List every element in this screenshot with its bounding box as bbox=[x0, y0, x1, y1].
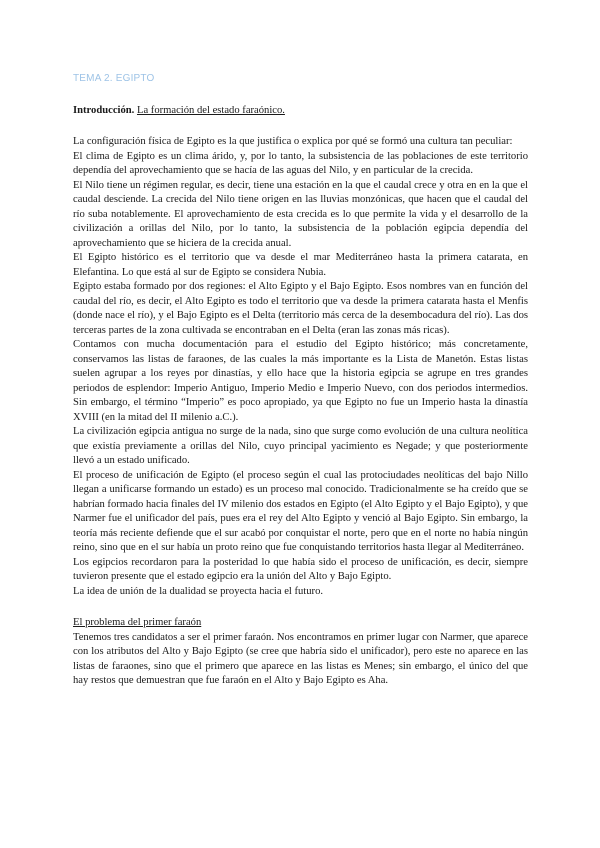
paragraph: La civilización egipcia antigua no surge de la nada, sino que surge como evolución de una cultura neolítica que existía previamente a orillas del Nilo, cuyo principal yacimiento es Negade; y que posteriormente llevó a un estado unificado. bbox=[73, 426, 528, 466]
paragraph: Contamos con mucha documentación para el estudio del Egipto histórico; más concretamente, conservamos las listas de faraones, de las cuales la más importante es la Lista de Manetón. Estas listas suelen agrupar a los reyes por dinastías, y ello hace que la historia egipcia se agrupe en tres grandes periodos de esplendor: Imperio Antiguo, Imperio Medio e Imperio Nuevo, con dos periodos intermedios. Sin embargo, el término “Imperio” es poco apropiado, ya que Egipto no fue un Imperio hasta la dinastía XVIII (en la mitad del II milenio a.C.). bbox=[73, 339, 528, 423]
paragraph: El Nilo tiene un régimen regular, es decir, tiene una estación en la que el caudal crece y otra en en la que el caudal desciende. La crecida del Nilo tiene origen en las lluvias monzónicas, que hacen que el caudal del río suba notablemente. El aprovechamiento de esta crecida es lo que permite la vida y el desarrollo de la civilización a orillas del Nilo, por lo tanto, la subsistencia de la población egipcia dependía del aprovechamiento que se hiciera de la crecida anual. bbox=[73, 179, 528, 249]
intro-label: Introducción. bbox=[73, 105, 135, 116]
section-heading: El problema del primer faraón bbox=[73, 617, 202, 628]
paragraph: El Egipto histórico es el territorio que va desde el mar Mediterráneo hasta la primera catarata, en Elefantina. Lo que está al sur de Egipto se considera Nubia. bbox=[73, 252, 528, 278]
paragraph: El clima de Egipto es un clima árido, y, por lo tanto, la subsistencia de las poblaciones de este territorio dependía del aprovechamiento que se hacía de las aguas del Nilo, y en particular de la crecida. bbox=[73, 150, 528, 176]
paragraph: Los egipcios recordaron para la posteridad lo que había sido el proceso de unificación, es decir, siempre tuvieron presente que el estado egipcio era la unión del Alto y Bajo Egipto. bbox=[73, 556, 528, 582]
intro-heading bbox=[73, 103, 528, 118]
paragraph: La idea de unión de la dualidad se proyecta hacia el futuro. bbox=[73, 585, 324, 597]
paragraph: La configuración física de Egipto es la que justifica o explica por qué se formó una cultura tan peculiar: bbox=[73, 136, 513, 147]
intro-subtitle: La formación del estado faraónico. bbox=[136, 105, 285, 116]
paragraph: Tenemos tres candidatos a ser el primer faraón. Nos encontramos en primer lugar con Narmer, que aparece con los atributos del Alto y Bajo Egipto (se cree que habría sido el unificador), pero este no aparece en las listas de faraones, sino que el primero que aparece en las listas es Menes; sin embargo, el único del que hay restos que demuestran que fue faraón en el Alto y Bajo Egipto es Aha. bbox=[73, 631, 528, 686]
paragraph: Egipto estaba formado por dos regiones: el Alto Egipto y el Bajo Egipto. Esos nombres van en función del caudal del río, es decir, el Alto Egipto es todo el territorio que va desde la primera catarata hasta el Menfis (donde nace el río), y el Bajo Egipto es el Delta (territorio más cerca de la desembocadura del río). Las dos terceras partes de la zona cultivada se encontraban en el Delta (eran las zonas más ricas). bbox=[73, 281, 528, 336]
document-title: TEMA 2. EGIPTO bbox=[73, 73, 155, 84]
paragraph: El proceso de unificación de Egipto (el proceso según el cual las protociudades neolíticas del bajo Nillo llegan a unificarse formando un estado) es un proceso mal conocido. Tradicionalmente se ha creído que se habrían formado hacia finales del IV milenio dos estados en Egipto (el Alto Egipto y el Bajo Egipto), y que Narmer fue el unificador del país, pues era el rey del Alto Egipto y venció al Bajo Egipto. Sin embargo, la teoría más reciente defiende que el sur acabó por conquistar el norte, pero que en el norte no había ningún reino, sino que en el sur había un proto reino que fue conquistando territorios hasta llegar al Mediterráneo. bbox=[73, 469, 528, 553]
